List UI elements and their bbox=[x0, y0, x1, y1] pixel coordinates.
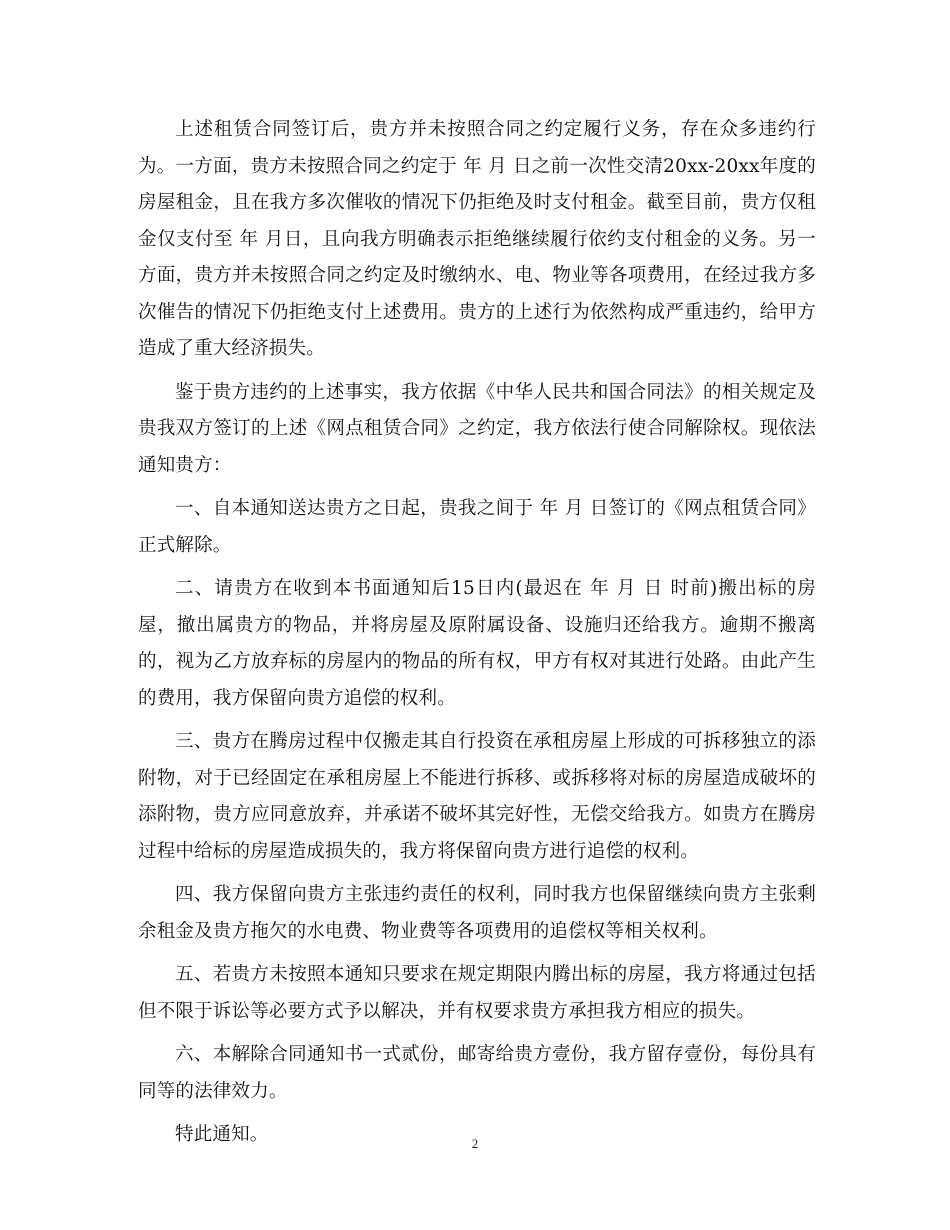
paragraph-clause-4: 四、我方保留向贵方主张违约责任的权利，同时我方也保留继续向贵方主张剩余租金及贵方拖欠的水电费、物业费等各项费用的追偿权等相关权利。 bbox=[138, 884, 816, 942]
paragraph-clause-3: 三、贵方在腾房过程中仅搬走其自行投资在承租房屋上形成的可拆移独立的添附物，对于已经固定在承租房屋上不能进行拆移、或拆移将对标的房屋造成破坏的添附物，贵方应同意放弃，并承诺不破坏其完好性，无偿交给我方。如贵方在腾房过程中给标的房屋造成损失的，我方将保留向贵方进行追偿的权利。 bbox=[138, 731, 816, 862]
paragraph-closing: 特此通知。 bbox=[175, 1124, 269, 1145]
paragraph-clause-1: 一、自本通知送达贵方之日起，贵我之间于 年 月 日签订的《网点租赁合同》正式解除。 bbox=[138, 498, 816, 556]
paragraph-termination-basis: 鉴于贵方违约的上述事实，我方依据《中华人民共和国合同法》的相关规定及贵我双方签订的上述《网点租赁合同》之约定，我方依法行使合同解除权。现依法通知贵方： bbox=[138, 381, 816, 476]
document-body bbox=[138, 112, 816, 1161]
paragraph-clause-5: 五、若贵方未按照本通知只要求在规定期限内腾出标的房屋，我方将通过包括但不限于诉讼等必要方式予以解决，并有权要求贵方承担我方相应的损失。 bbox=[138, 964, 816, 1022]
paragraph-breach-facts: 上述租赁合同签订后，贵方并未按照合同之约定履行义务，存在众多违约行为。一方面，贵方未按照合同之约定于 年 月 日之前一次性交清20xx-20xx年度的房屋租金，且在我方多次催收的情况下仍拒绝及时支付租金。截至目前，贵方仅租金仅支付至 年 月日，且向我方明确表示拒绝继续履行依约支付租金的义务。另一方面，贵方并未按照合同之约定及时缴纳水、电、物业等各项费用，在经过我方多次催告的情况下仍拒绝支付上述费用。贵方的上述行为依然构成严重违约，给甲方造成了重大经济损失。 bbox=[138, 119, 816, 359]
page-number: 2 bbox=[471, 1136, 479, 1151]
paragraph-clause-6: 六、本解除合同通知书一式贰份，邮寄给贵方壹份，我方留存壹份，每份具有同等的法律效力。 bbox=[138, 1044, 816, 1102]
paragraph-clause-2: 二、请贵方在收到本书面通知后15日内(最迟在 年 月 日 时前)搬出标的房屋，撤出属贵方的物品，并将房屋及原附属设备、设施归还给我方。逾期不搬离的，视为乙方放弃标的房屋内的物品的所有权，甲方有权对其进行处路。由此产生的费用，我方保留向贵方追偿的权利。 bbox=[138, 578, 816, 709]
